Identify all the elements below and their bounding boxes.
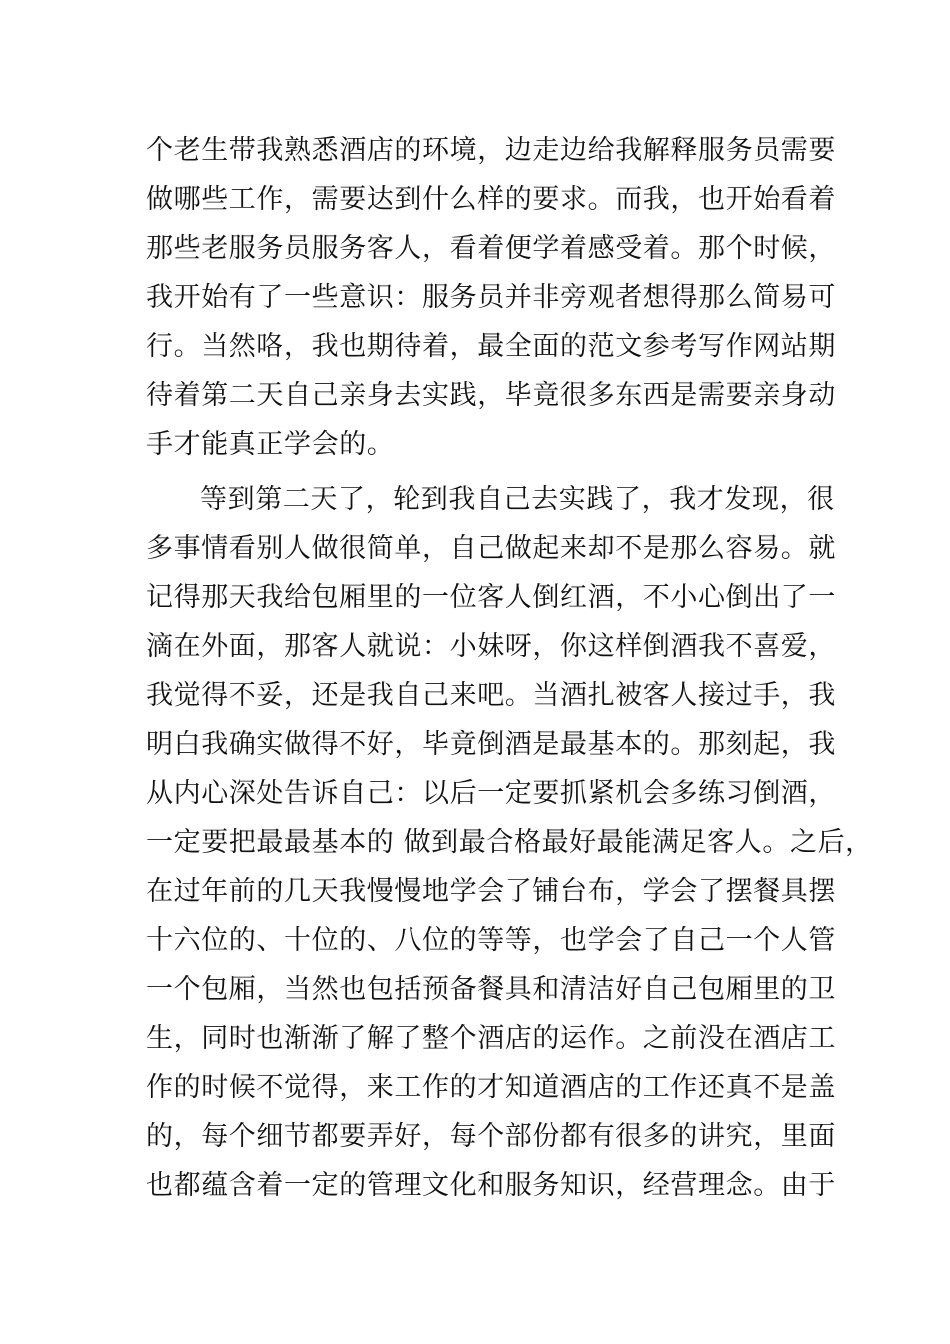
paragraph-2-line-13: 作的时候不觉得，来工作的才知道酒店的工作还真不是盖 [146,1072,836,1103]
paragraph-2-line-15: 也都蕴含着一定的管理文化和服务知识，经营理念。由于 [146,1170,836,1201]
paragraph-2-line-12: 生，同时也渐渐了解了整个酒店的运作。之前没在酒店工 [146,1023,836,1054]
paragraph-2-line-14: 的，每个细节都要弄好，每个部份都有很多的讲究，里面 [146,1121,836,1152]
paragraph-1-line-7: 手才能真正学会的。 [146,429,395,460]
paragraph-2-line-9: 在过年前的几天我慢慢地学会了铺台布，学会了摆餐具摆 [146,876,836,907]
paragraph-1-line-5: 行。当然咯，我也期待着，最全面的范文参考写作网站期 [146,331,836,362]
paragraph-2-line-3: 记得那天我给包厢里的一位客人倒红酒，不小心倒出了一 [146,582,836,613]
paragraph-1-line-2: 做哪些工作，需要达到什么样的要求。而我，也开始看着 [146,184,836,215]
paragraph-2-line-11: 一个包厢，当然也包括预备餐具和清洁好自己包厢里的卫 [146,974,836,1005]
paragraph-2-line-8: 一定要把最最基本的 做到最合格最好最能满足客人。之后， [146,827,873,858]
paragraph-2-line-7: 从内心深处告诉自己：以后一定要抓紧机会多练习倒酒， [146,778,836,809]
paragraph-1-line-6: 待着第二天自己亲身去实践，毕竟很多东西是需要亲身动 [146,380,836,411]
paragraph-2-line-5: 我觉得不妥，还是我自己来吧。当酒扎被客人接过手，我 [146,680,836,711]
paragraph-2-line-4: 滴在外面，那客人就说：小妹呀，你这样倒酒我不喜爱， [146,631,836,662]
paragraph-2-line-6: 明白我确实做得不好，毕竟倒酒是最基本的。那刻起，我 [146,729,836,760]
paragraph-2-line-1: 等到第二天了，轮到我自己去实践了，我才发现，很 [200,484,835,515]
paragraph-1-line-3: 那些老服务员服务客人，看着便学着感受着。那个时候， [146,233,836,264]
paragraph-1-line-4: 我开始有了一些意识：服务员并非旁观者想得那么简易可 [146,282,836,313]
paragraph-1-line-1: 个老生带我熟悉酒店的环境，边走边给我解释服务员需要 [146,135,836,166]
paragraph-2-line-10: 十六位的、十位的、八位的等等，也学会了自己一个人管 [146,925,836,956]
paragraph-2-line-2: 多事情看别人做很简单，自己做起来却不是那么容易。就 [146,533,836,564]
